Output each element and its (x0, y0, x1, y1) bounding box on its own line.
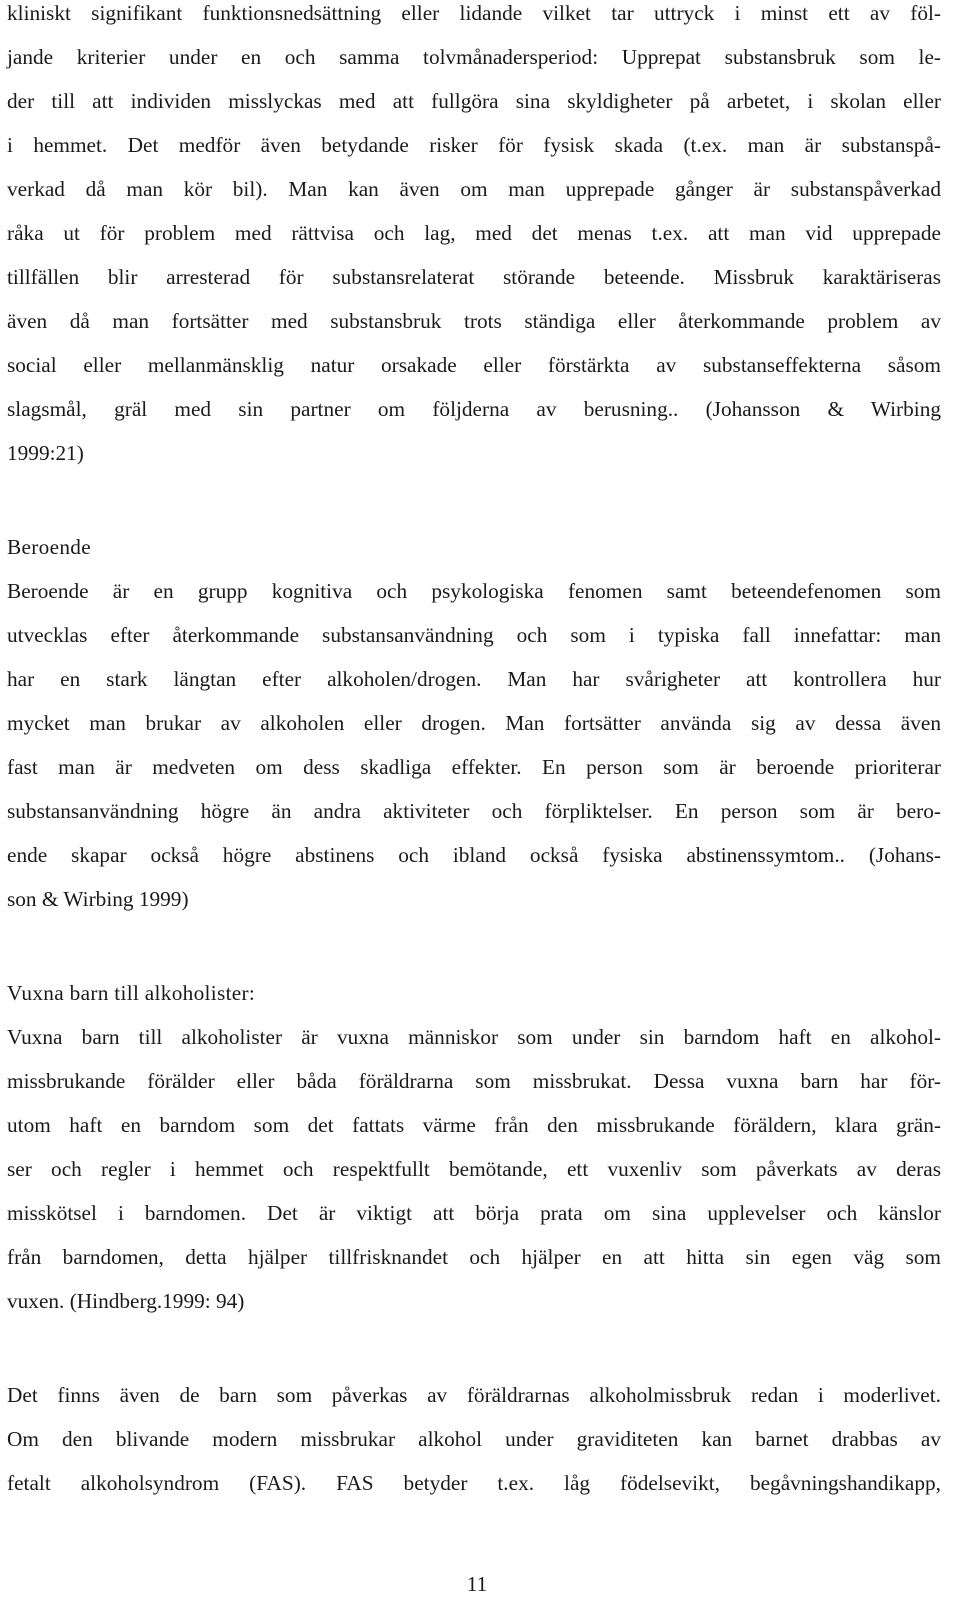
text-line: missbrukande förälder eller båda föräldrarna som missbrukat. Dessa vuxna barn har för- (7, 1069, 941, 1093)
text-line: även då man fortsätter med substansbruk trots ständiga eller återkommande problem av (7, 309, 941, 333)
text-line: der till att individen misslyckas med att fullgöra sina skyldigheter på arbetet, i skolan eller (7, 89, 941, 113)
text-line: kliniskt signifikant funktionsnedsättning eller lidande vilket tar uttryck i minst ett av föl- (7, 1, 941, 25)
text-line: ende skapar också högre abstinens och ibland också fysiska abstinenssymtom.. (Johans- (7, 843, 941, 867)
text-line: substansanvändning högre än andra aktiviteter och förpliktelser. En person som är bero- (7, 799, 941, 823)
text-line: jande kriterier under en och samma tolvmånadersperiod: Upprepat substansbruk som le- (7, 45, 941, 69)
text-line: har en stark längtan efter alkoholen/drogen. Man har svårigheter att kontrollera hur (7, 667, 941, 691)
text-line: fetalt alkoholsyndrom (FAS). FAS betyder t.ex. låg födelsevikt, begåvningshandikapp, (7, 1471, 941, 1495)
text-line: mycket man brukar av alkoholen eller drogen. Man fortsätter använda sig av dessa även (7, 711, 941, 735)
text-line: 1999:21) (7, 441, 84, 465)
text-line: Vuxna barn till alkoholister är vuxna människor som under sin barndom haft en alkohol- (7, 1025, 941, 1049)
text-line: verkad då man kör bil). Man kan även om man upprepade gånger är substanspåverkad (7, 177, 941, 201)
text-line: misskötsel i barndomen. Det är viktigt att börja prata om sina upplevelser och känslor (7, 1201, 941, 1225)
text-line: tillfällen blir arresterad för substansrelaterat störande beteende. Missbruk karaktäriseras (7, 265, 941, 289)
text-line: råka ut för problem med rättvisa och lag, med det menas t.ex. att man vid upprepade (7, 221, 941, 245)
text-line: slagsmål, gräl med sin partner om följderna av berusning.. (Johansson & Wirbing (7, 397, 941, 421)
text-line: från barndomen, detta hjälper tillfrisknandet och hjälper en att hitta sin egen väg som (7, 1245, 941, 1269)
text-line: Om den blivande modern missbrukar alkohol under graviditeten kan barnet drabbas av (7, 1427, 941, 1451)
text-line: utvecklas efter återkommande substansanvändning och som i typiska fall innefattar: man (7, 623, 941, 647)
text-line: Beroende är en grupp kognitiva och psykologiska fenomen samt beteendefenomen som (7, 579, 941, 603)
text-line: social eller mellanmänsklig natur orsakade eller förstärkta av substanseffekterna såsom (7, 353, 941, 377)
page-number: 11 (466, 1572, 488, 1596)
text-line: utom haft en barndom som det fattats värme från den missbrukande föräldern, klara grän- (7, 1113, 941, 1137)
section-heading-vuxna-barn: Vuxna barn till alkoholister: (7, 981, 256, 1005)
text-line: vuxen. (Hindberg.1999: 94) (7, 1289, 245, 1313)
text-line: Det finns även de barn som påverkas av föräldrarnas alkoholmissbruk redan i moderlivet. (7, 1383, 941, 1407)
text-line: fast man är medveten om dess skadliga effekter. En person som är beroende prioriterar (7, 755, 941, 779)
text-line: i hemmet. Det medför även betydande risker för fysisk skada (t.ex. man är substanspå- (7, 133, 941, 157)
text-line: ser och regler i hemmet och respektfullt bemötande, ett vuxenliv som påverkats av deras (7, 1157, 941, 1181)
section-heading-beroende: Beroende (7, 535, 91, 559)
text-line: son & Wirbing 1999) (7, 887, 189, 911)
